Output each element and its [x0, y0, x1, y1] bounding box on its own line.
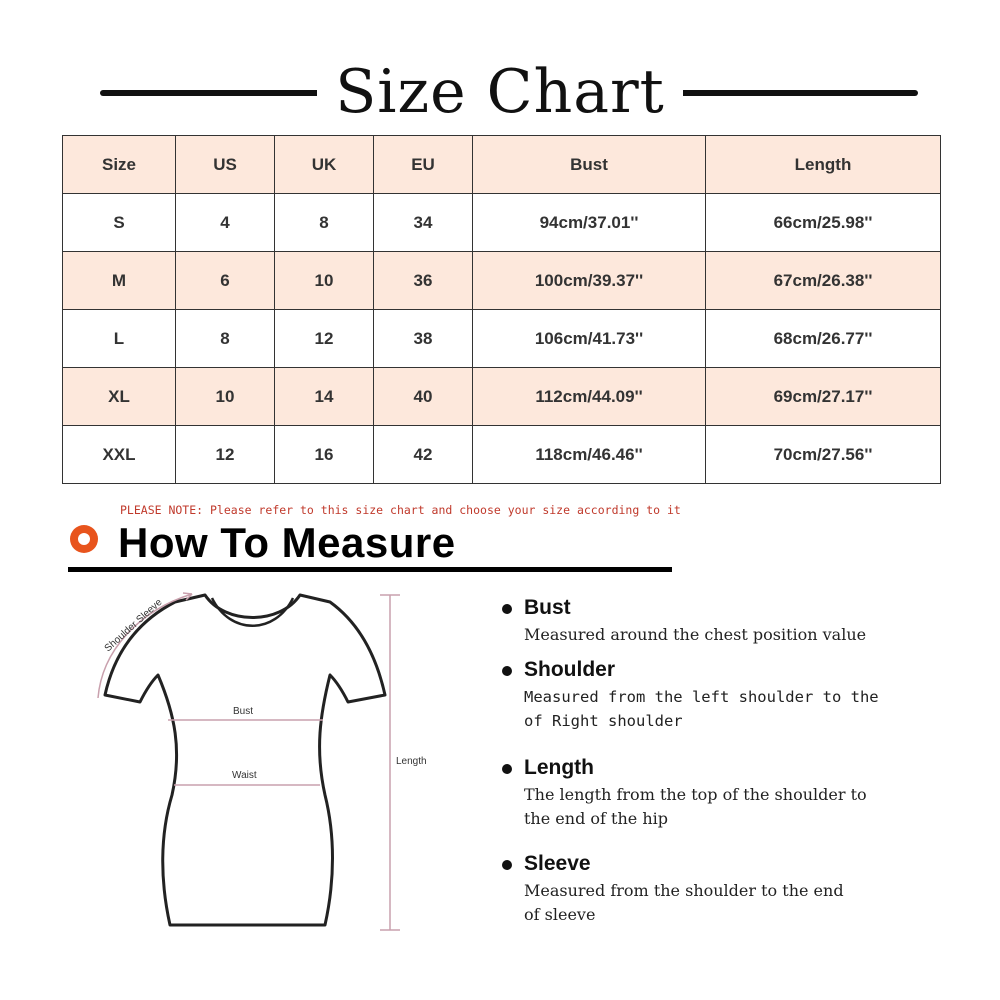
spec-description — [524, 879, 960, 927]
table-header-row — [63, 136, 941, 194]
spec-line: of Right shoulder — [524, 712, 683, 730]
header-size: Size — [63, 136, 176, 194]
table-row — [63, 252, 941, 310]
spec-length — [500, 755, 960, 831]
cell-length: 66cm/25.98'' — [706, 194, 941, 252]
measure-title: How To Measure — [118, 519, 456, 566]
length-label: Length — [396, 756, 427, 767]
cell-us: 8 — [176, 310, 275, 368]
cell-eu: 36 — [374, 252, 473, 310]
cell-us: 10 — [176, 368, 275, 426]
cell-size: XL — [63, 368, 176, 426]
cell-eu: 42 — [374, 426, 473, 484]
table-row — [63, 368, 941, 426]
spec-title: Sleeve — [500, 851, 960, 877]
spec-shoulder — [500, 657, 960, 733]
table-row — [63, 426, 941, 484]
cell-size: L — [63, 310, 176, 368]
cell-size: XXL — [63, 426, 176, 484]
cell-eu: 34 — [374, 194, 473, 252]
cell-uk: 12 — [275, 310, 374, 368]
spec-title: Length — [500, 755, 960, 781]
table-row — [63, 194, 941, 252]
cell-length: 69cm/27.17'' — [706, 368, 941, 426]
spec-description: Measured around the chest position value — [524, 625, 867, 644]
cell-bust: 94cm/37.01'' — [473, 194, 706, 252]
spec-line: Measured from the shoulder to the end — [524, 881, 844, 900]
measure-heading — [70, 518, 670, 568]
cell-bust: 100cm/39.37'' — [473, 252, 706, 310]
cell-eu: 40 — [374, 368, 473, 426]
spec-description — [524, 783, 960, 831]
header-eu: EU — [374, 136, 473, 194]
page-title: Size Chart — [0, 55, 1000, 129]
size-table — [62, 135, 941, 484]
cell-us: 4 — [176, 194, 275, 252]
measure-rule — [68, 567, 672, 572]
cell-length: 68cm/26.77'' — [706, 310, 941, 368]
circle-bullet-icon — [70, 525, 98, 553]
table-row — [63, 310, 941, 368]
cell-length: 67cm/26.38'' — [706, 252, 941, 310]
size-note: PLEASE NOTE: Please refer to this size chart and choose your size according to it — [120, 503, 681, 517]
cell-eu: 38 — [374, 310, 473, 368]
cell-uk: 10 — [275, 252, 374, 310]
header-uk: UK — [275, 136, 374, 194]
cell-us: 6 — [176, 252, 275, 310]
spec-bust — [500, 595, 960, 647]
cell-size: M — [63, 252, 176, 310]
cell-bust: 118cm/46.46'' — [473, 426, 706, 484]
bust-label: Bust — [233, 706, 254, 717]
cell-uk: 16 — [275, 426, 374, 484]
spec-line: of sleeve — [524, 905, 596, 924]
spec-description — [524, 685, 960, 733]
cell-uk: 8 — [275, 194, 374, 252]
shoulder-sleeve-label: Shoulder Sleeve — [102, 596, 165, 655]
tshirt-diagram — [80, 580, 440, 940]
spec-line: the end of the hip — [524, 809, 668, 828]
cell-size: S — [63, 194, 176, 252]
header-length: Length — [706, 136, 941, 194]
header-us: US — [176, 136, 275, 194]
waist-label: Waist — [232, 770, 257, 781]
cell-length: 70cm/27.56'' — [706, 426, 941, 484]
spec-line: Measured from the left shoulder to the — [524, 688, 879, 706]
title-row — [0, 55, 1000, 135]
header-bust: Bust — [473, 136, 706, 194]
cell-uk: 14 — [275, 368, 374, 426]
tshirt-outline — [102, 595, 385, 925]
spec-sleeve — [500, 851, 960, 927]
spec-title: Bust — [500, 595, 960, 621]
cell-bust: 106cm/41.73'' — [473, 310, 706, 368]
spec-line: The length from the top of the shoulder to — [524, 785, 867, 804]
spec-title: Shoulder — [500, 657, 960, 683]
cell-us: 12 — [176, 426, 275, 484]
cell-bust: 112cm/44.09'' — [473, 368, 706, 426]
